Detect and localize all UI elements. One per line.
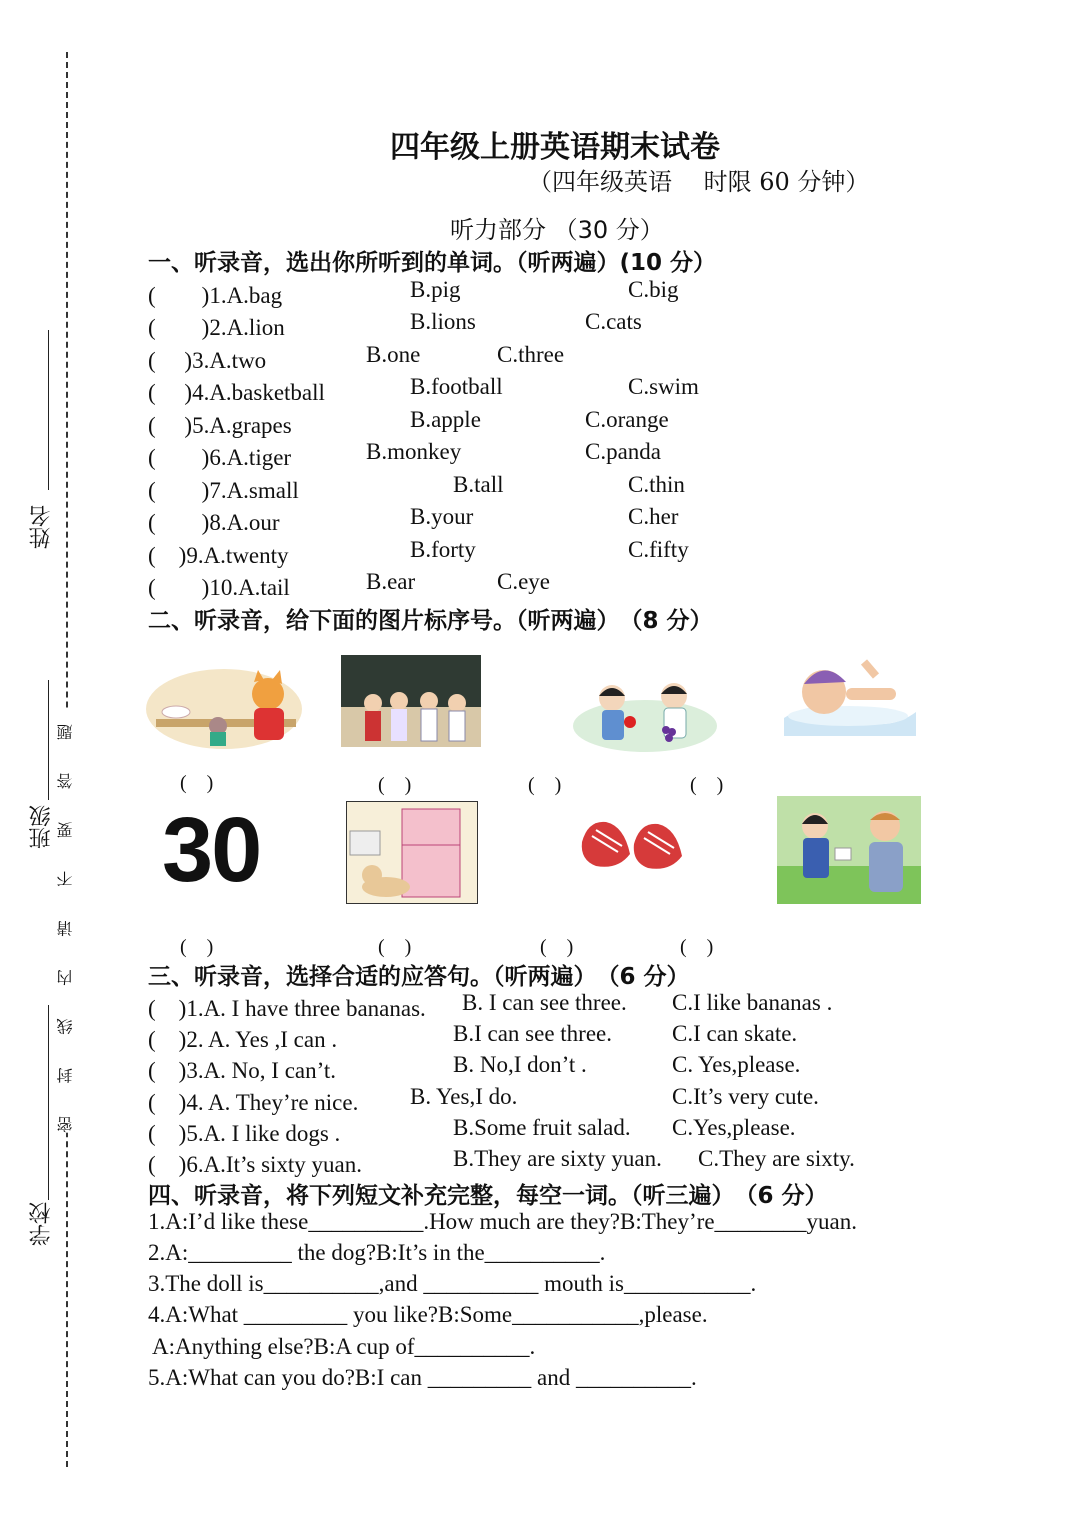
blank-pic-1[interactable]: ( ) — [180, 772, 214, 794]
number-picture: 30 — [162, 799, 261, 901]
s3-q1-c: C.I like bananas . — [672, 990, 833, 1015]
s1-q5: ( )5.A.grapes — [148, 413, 292, 438]
seal-notice: 密 封 线 内 请 不 要 答 题 — [56, 710, 75, 1133]
girl-teacher-picture — [777, 796, 921, 904]
s3-q2-c: C.I can skate. — [672, 1021, 798, 1046]
s3-q4-b: B. Yes,I do. — [410, 1084, 518, 1109]
s1-q3-b: B.one — [366, 342, 421, 367]
s1-q9-c: C.fifty — [628, 537, 689, 562]
s4-line-3: 3.The doll is__________,and __________ mouth is___________. — [148, 1271, 757, 1296]
s1-q8-b: B.your — [410, 504, 474, 529]
s1-q7-c: C.thin — [628, 472, 685, 497]
s3-q3-b: B. No,I don’t . — [453, 1052, 587, 1077]
s3-q5-c: C.Yes,please. — [672, 1115, 796, 1140]
s1-q4-b: B.football — [410, 374, 503, 399]
page-subtitle: （四年级英语 时限 60 分钟） — [528, 168, 870, 196]
s1-q7-b: B.tall — [453, 472, 504, 497]
s1-q2: ( )2.A.lion — [148, 315, 285, 340]
blank-pic-8[interactable]: ( ) — [680, 936, 714, 958]
section-1-title: 一、听录音，选出你所听到的单词。（听两遍）(10 分） — [148, 250, 717, 276]
blank-pic-4[interactable]: ( ) — [690, 774, 724, 796]
s1-q5-c: C.orange — [585, 407, 669, 432]
s4-line-6: 5.A:What can you do?B:I can _________ and __________. — [148, 1365, 697, 1390]
s4-line-1: 1.A:I’d like these__________.How much are they?B:They’re________yuan. — [148, 1209, 857, 1234]
s3-q1-b: B. I can see three. — [462, 990, 627, 1015]
s1-q1-c: C.big — [628, 277, 679, 302]
s1-q8-c: C.her — [628, 504, 679, 529]
s3-q3: ( )3.A. No, I can’t. — [148, 1058, 336, 1083]
class-label: 班级 — [29, 805, 54, 849]
swimmer-picture — [784, 658, 916, 736]
s1-q6-c: C.panda — [585, 439, 662, 464]
s1-q6-b: B.monkey — [366, 439, 462, 464]
s1-q3: ( )3.A.two — [148, 348, 267, 373]
blank-pic-3[interactable]: ( ) — [528, 774, 562, 796]
name-underline — [48, 330, 49, 490]
s3-q5: ( )5.A. I like dogs . — [148, 1121, 341, 1146]
s1-q9-b: B.forty — [410, 537, 476, 562]
s3-q6: ( )6.A.It’s sixty yuan. — [148, 1152, 363, 1177]
children-fruit-picture — [570, 678, 720, 754]
s1-q1-b: B.pig — [410, 277, 461, 302]
s1-q8: ( )8.A.our — [148, 510, 280, 535]
s1-q6: ( )6.A.tiger — [148, 445, 292, 470]
s3-q6-c: C.They are sixty. — [698, 1146, 855, 1171]
s3-q2-b: B.I can see three. — [453, 1021, 613, 1046]
s3-q6-b: B.They are sixty yuan. — [453, 1146, 662, 1171]
section-3-title: 三、听录音，选择合适的应答句。（听两遍） （6 分） — [148, 964, 690, 990]
s1-q4: ( )4.A.basketball — [148, 380, 325, 405]
s1-q4-c: C.swim — [628, 374, 699, 399]
s4-line-5: A:Anything else?B:A cup of__________. — [152, 1334, 536, 1359]
cat-mouse-picture — [146, 664, 302, 750]
s3-q1: ( )1.A. I have three bananas. — [148, 996, 426, 1021]
classroom-picture — [341, 655, 481, 747]
blank-pic-5[interactable]: ( ) — [180, 936, 214, 958]
s3-q4-c: C.It’s very cute. — [672, 1084, 819, 1109]
s1-q9: ( )9.A.twenty — [148, 543, 289, 568]
s4-line-4: 4.A:What _________ you like?B:Some___________,please. — [148, 1302, 708, 1327]
part-title: 听力部分 （30 分） — [450, 216, 664, 244]
name-label: 姓名 — [29, 505, 54, 549]
s1-q2-c: C.cats — [585, 309, 642, 334]
s3-q3-c: C. Yes,please. — [672, 1052, 801, 1077]
s3-q4: ( )4. A. They’re nice. — [148, 1090, 359, 1115]
section-4-title: 四、听录音，将下列短文补充完整，每空一词。（听三遍） （6 分） — [148, 1183, 828, 1209]
section-2-title: 二、听录音，给下面的图片标序号。（听两遍） （8 分） — [148, 608, 713, 634]
s3-q2: ( )2. A. Yes ,I can . — [148, 1027, 338, 1052]
s1-q5-b: B.apple — [410, 407, 481, 432]
shoes-picture — [578, 812, 686, 878]
s1-q10: ( )10.A.tail — [148, 575, 290, 600]
blank-pic-6[interactable]: ( ) — [378, 936, 412, 958]
s1-q10-c: C.eye — [497, 569, 551, 594]
s1-q2-b: B.lions — [410, 309, 476, 334]
s4-line-2: 2.A:_________ the dog?B:It’s in the__________. — [148, 1240, 606, 1265]
s3-q5-b: B.Some fruit salad. — [453, 1115, 631, 1140]
dog-fridge-picture — [346, 801, 478, 904]
school-underline — [48, 1005, 49, 1200]
blank-pic-2[interactable]: ( ) — [378, 774, 412, 796]
s1-q10-b: B.ear — [366, 569, 416, 594]
s1-q7: ( )7.A.small — [148, 478, 299, 503]
class-underline — [48, 680, 49, 800]
school-label: 学校 — [29, 1202, 54, 1246]
s1-q3-c: C.three — [497, 342, 565, 367]
blank-pic-7[interactable]: ( ) — [540, 936, 574, 958]
page-title: 四年级上册英语期末试卷 — [390, 130, 720, 165]
s1-q1: ( )1.A.bag — [148, 283, 283, 308]
